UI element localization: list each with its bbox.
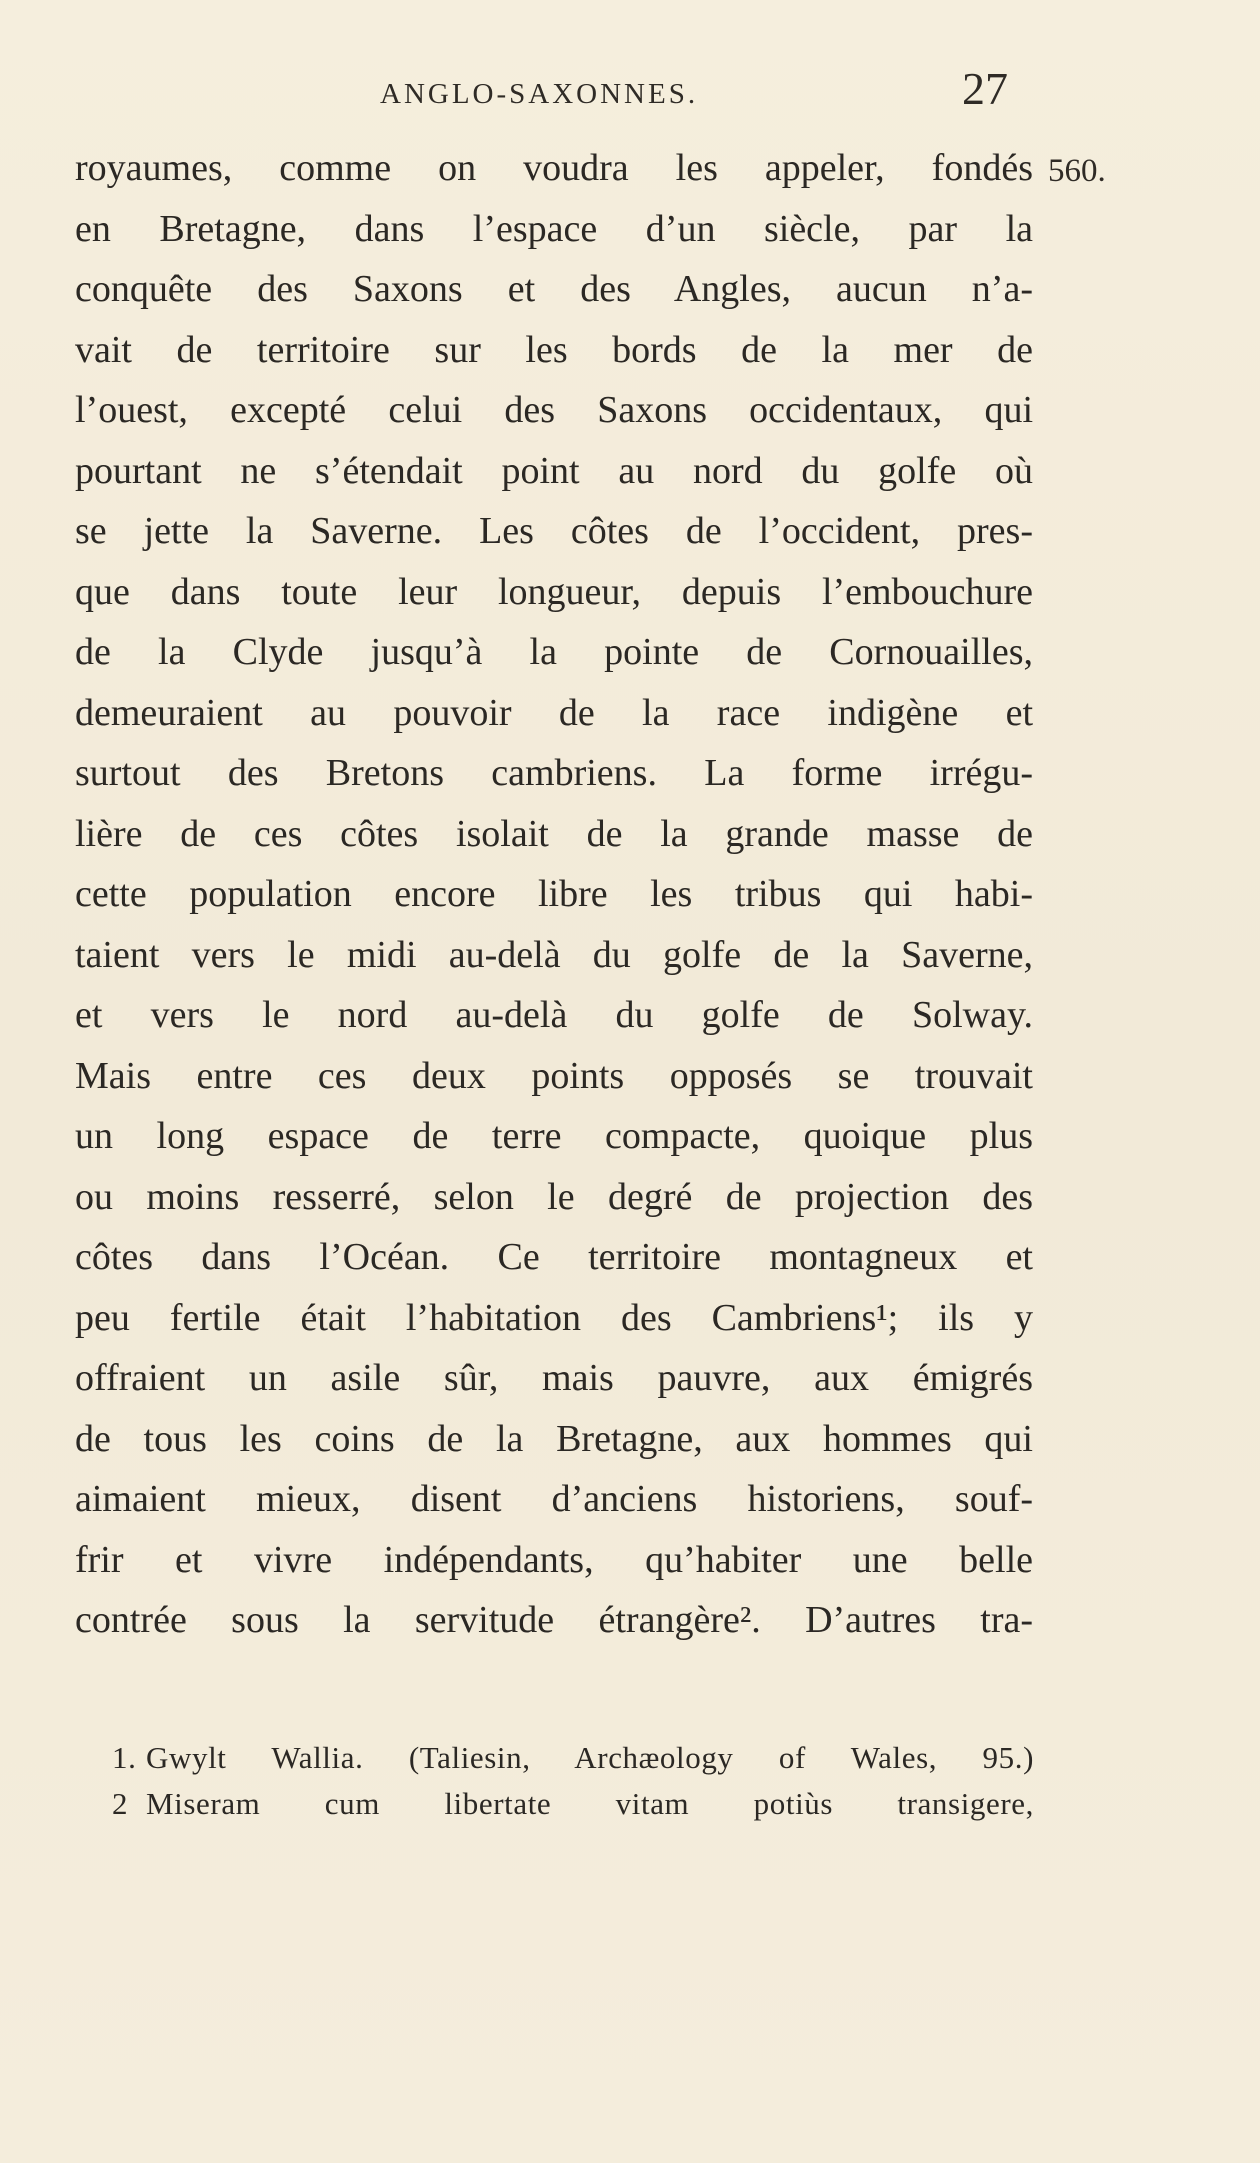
text-line: de la Clyde jusqu’à la pointe de Cornouailles, [75,631,1033,673]
footnote-number: 2 [112,1786,129,1821]
text-line: contrée sous la servitude étrangère². D’autres tra- [75,1599,1033,1641]
text-line: lière de ces côtes isolait de la grande masse de [75,812,1033,855]
text-line: Mais entre ces deux points opposés se trouvait [75,1054,1033,1097]
text-line: aimaient mieux, disent d’anciens historiens, souf- [75,1478,1033,1520]
text-line: offraient un asile sûr, mais pauvre, aux émigrés [75,1357,1033,1399]
text-line: vait de territoire sur les bords de la mer de [75,328,1033,371]
text-line: que dans toute leur longueur, depuis l’embouchure [75,570,1033,613]
text-line: demeuraient au pouvoir de la race indigène et [75,691,1033,734]
text-line: ou moins resserré, selon le degré de projection des [75,1175,1033,1218]
footnote [112,1781,1034,1827]
text-line: et vers le nord au-delà du golfe de Solway. [75,994,1033,1036]
page-number: 27 [962,63,1008,114]
text-line: peu fertile était l’habitation des Cambriens¹; ils y [75,1296,1033,1339]
footnotes [112,1735,1034,1827]
footnote [112,1735,1034,1781]
text-line: taient vers le midi au-delà du golfe de la Saverne, [75,933,1033,976]
body-text [75,138,1033,1651]
text-line: côtes dans l’Océan. Ce territoire montagneux et [75,1236,1033,1278]
running-title: ANGLO-SAXONNES. [380,78,699,110]
footnote-text: Gwylt Wallia. (Taliesin, Archæology of Wales, 95.) [146,1740,1034,1775]
text-line: royaumes, comme on voudra les appeler, fondés [75,147,1033,189]
text-line: conquête des Saxons et des Angles, aucun n’a- [75,268,1033,310]
text-line: l’ouest, excepté celui des Saxons occidentaux, qui [75,389,1033,431]
footnote-text: Miseram cum libertate vitam potiùs transigere, [146,1786,1034,1821]
text-line: surtout des Bretons cambriens. La forme irrégu- [75,752,1033,794]
margin-year-note: 560. [1048,153,1106,189]
text-line: frir et vivre indépendants, qu’habiter une belle [75,1538,1033,1581]
text-line: un long espace de terre compacte, quoique plus [75,1115,1033,1157]
text-line: cette population encore libre les tribus qui habi- [75,873,1033,915]
text-line: de tous les coins de la Bretagne, aux hommes qui [75,1417,1033,1460]
text-line: se jette la Saverne. Les côtes de l’occident, pres- [75,510,1033,552]
footnote-number: 1. [112,1740,137,1775]
text-line: en Bretagne, dans l’espace d’un siècle, par la [75,207,1033,250]
text-line: pourtant ne s’étendait point au nord du golfe où [75,449,1033,492]
